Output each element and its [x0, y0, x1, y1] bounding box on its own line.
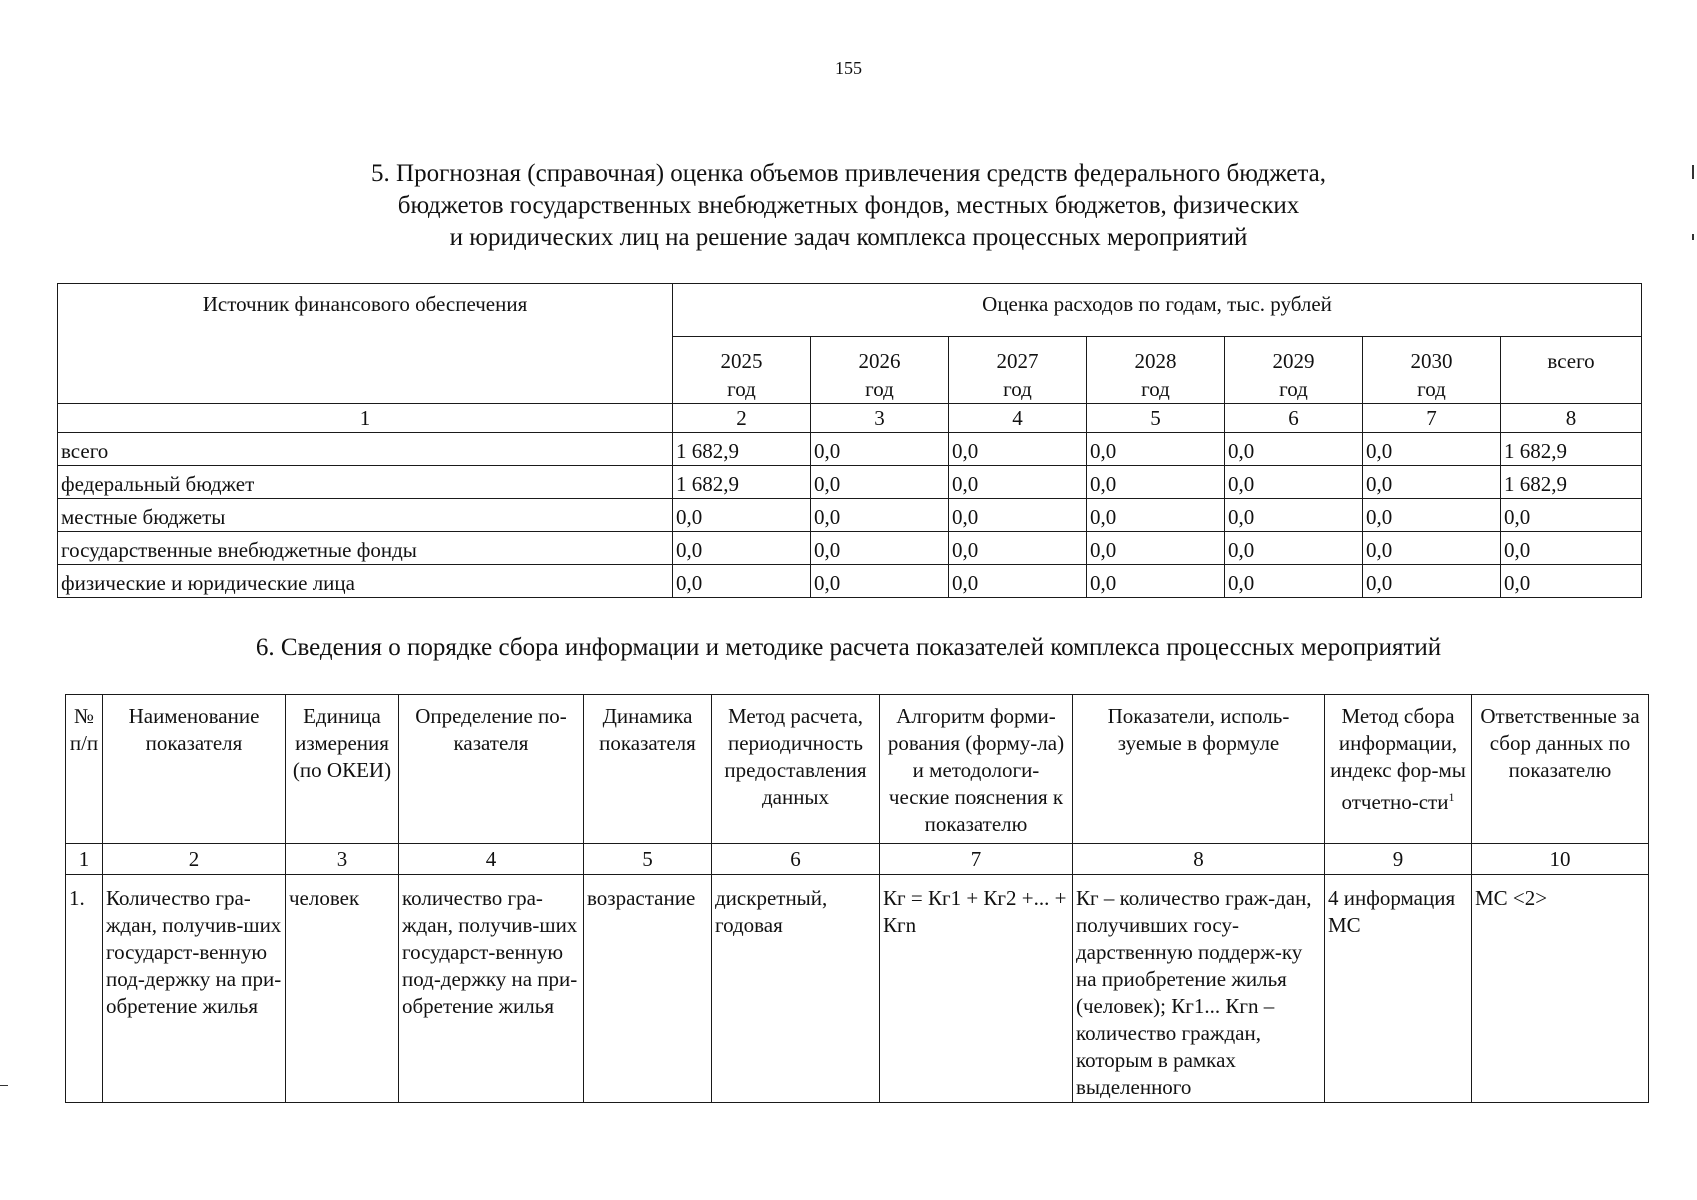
table-row [58, 499, 1642, 532]
cell-value: 0,0 [1363, 433, 1501, 466]
cell-value: 0,0 [811, 499, 949, 532]
cell-value: 0,0 [1225, 532, 1363, 565]
column-number: 9 [1325, 844, 1472, 875]
column-number: 8 [1501, 404, 1642, 433]
column-number: 3 [811, 404, 949, 433]
cell-value: 0,0 [1225, 466, 1363, 499]
cell-value: 0,0 [949, 466, 1087, 499]
cell-value: 0,0 [811, 466, 949, 499]
column-number: 4 [399, 844, 584, 875]
header-calculation-method: Метод расчета, периодичность предоставления данных [712, 695, 880, 844]
cell-value: 0,0 [1087, 532, 1225, 565]
indicator-name: Количество гра-ждан, получив-ших государст-венную под-держку на при-обретение жилья [103, 875, 286, 1103]
header-dynamics: Динамика показателя [584, 695, 712, 844]
row-source: федеральный бюджет [58, 466, 673, 499]
section-6-title: 6. Сведения о порядке сбора информации и методике расчета показателей комплекса процессных мероприятий [255, 634, 1442, 661]
header-year-2027: 2027 год [949, 337, 1087, 404]
column-number: 6 [1225, 404, 1363, 433]
column-number: 7 [1363, 404, 1501, 433]
cell-value: 0,0 [673, 565, 811, 598]
header-formula-indicators: Показатели, исполь-зуемые в формуле [1073, 695, 1325, 844]
header-responsible: Ответственные за сбор данных по показателю [1472, 695, 1649, 844]
header-year-2029: 2029 год [1225, 337, 1363, 404]
cell-value: 0,0 [949, 565, 1087, 598]
indicators-table [65, 694, 1649, 1103]
cell-value: 0,0 [1363, 532, 1501, 565]
cell-value: 0,0 [673, 499, 811, 532]
footnote-marker: 1 [1448, 790, 1455, 804]
cell-value: 1 682,9 [1501, 466, 1642, 499]
column-number: 2 [673, 404, 811, 433]
cell-value: 0,0 [673, 532, 811, 565]
header-algorithm: Алгоритм форми-рования (форму-ла) и методологи-ческие пояснения к показателю [880, 695, 1073, 844]
cell-value: 0,0 [1363, 466, 1501, 499]
header-definition: Определение по-казателя [399, 695, 584, 844]
cell-value: 0,0 [1501, 532, 1642, 565]
table-row [58, 466, 1642, 499]
header-collection-method: Метод сбора информации, индекс фор-мы отчетно-сти$^1$ [1325, 695, 1472, 844]
table-row [58, 532, 1642, 565]
row-number: 1. [66, 875, 103, 1103]
section-5-title [0, 158, 1697, 254]
section-5-title-line: и юридических лиц на решение задач комплекса процессных мероприятий [449, 224, 1248, 251]
column-number: 5 [584, 844, 712, 875]
cell-value: 0,0 [811, 433, 949, 466]
cell-value: 0,0 [1087, 565, 1225, 598]
indicator-method: дискретный, годовая [712, 875, 880, 1103]
cell-value: 1 682,9 [1501, 433, 1642, 466]
column-number: 8 [1073, 844, 1325, 875]
column-number: 6 [712, 844, 880, 875]
cell-value: 1 682,9 [673, 433, 811, 466]
margin-mark [0, 1085, 8, 1086]
cell-value: 0,0 [1087, 433, 1225, 466]
responsible: МС <2> [1472, 875, 1649, 1103]
header-total: всего [1501, 337, 1642, 404]
header-unit: Единица измерения (по ОКЕИ) [286, 695, 399, 844]
collection-method: 4 информация МС [1325, 875, 1472, 1103]
formula-indicators: Кг – количество граж-дан, получивших госу-дарственную поддерж-ку на приобретение жилья (человек); Кг1... Кгn – количество граждан, которым в рамках выделенного [1073, 875, 1325, 1103]
header-source: Источник финансового обеспечения [58, 284, 673, 404]
margin-mark [1692, 165, 1694, 179]
cell-value: 0,0 [1363, 565, 1501, 598]
column-number: 10 [1472, 844, 1649, 875]
table-row [58, 565, 1642, 598]
column-number: 2 [103, 844, 286, 875]
header-indicator-name: Наименование показателя [103, 695, 286, 844]
section-5-title-line: бюджетов государственных внебюджетных фондов, местных бюджетов, физических [397, 192, 1300, 219]
cell-value: 0,0 [1087, 499, 1225, 532]
cell-value: 0,0 [811, 532, 949, 565]
margin-mark [1692, 234, 1694, 240]
column-number: 3 [286, 844, 399, 875]
header-year-2030: 2030 год [1363, 337, 1501, 404]
cell-value: 0,0 [1225, 565, 1363, 598]
cell-value: 1 682,9 [673, 466, 811, 499]
cell-value: 0,0 [1225, 433, 1363, 466]
indicator-formula: Кг = Кг1 + Кг2 +... + Кгn [880, 875, 1073, 1103]
column-number: 1 [58, 404, 673, 433]
row-source: всего [58, 433, 673, 466]
page-number: 155 [835, 58, 862, 78]
header-year-2028: 2028 год [1087, 337, 1225, 404]
section-5-title-line: 5. Прогнозная (справочная) оценка объемов привлечения средств федерального бюджета, [371, 160, 1326, 187]
header-year-2025: 2025 год [673, 337, 811, 404]
table-row [66, 875, 1649, 1103]
column-number: 4 [949, 404, 1087, 433]
row-source: физические и юридические лица [58, 565, 673, 598]
cell-value: 0,0 [811, 565, 949, 598]
table-row [58, 433, 1642, 466]
column-number: 7 [880, 844, 1073, 875]
indicator-dynamics: возрастание [584, 875, 712, 1103]
cell-value: 0,0 [1087, 466, 1225, 499]
cell-value: 0,0 [1363, 499, 1501, 532]
cell-value: 0,0 [949, 532, 1087, 565]
row-source: местные бюджеты [58, 499, 673, 532]
cell-value: 0,0 [949, 433, 1087, 466]
cell-value: 0,0 [1225, 499, 1363, 532]
header-estimate: Оценка расходов по годам, тыс. рублей [673, 284, 1642, 337]
cell-value: 0,0 [1501, 499, 1642, 532]
header-year-2026: 2026 год [811, 337, 949, 404]
cell-value: 0,0 [1501, 565, 1642, 598]
funding-table [57, 283, 1642, 598]
indicator-definition: количество гра-ждан, получив-ших государст-венную под-держку на при-обретение жилья [399, 875, 584, 1103]
header-number: № п/п [66, 695, 103, 844]
row-source: государственные внебюджетные фонды [58, 532, 673, 565]
cell-value: 0,0 [949, 499, 1087, 532]
column-number: 1 [66, 844, 103, 875]
column-number: 5 [1087, 404, 1225, 433]
indicator-unit: человек [286, 875, 399, 1103]
